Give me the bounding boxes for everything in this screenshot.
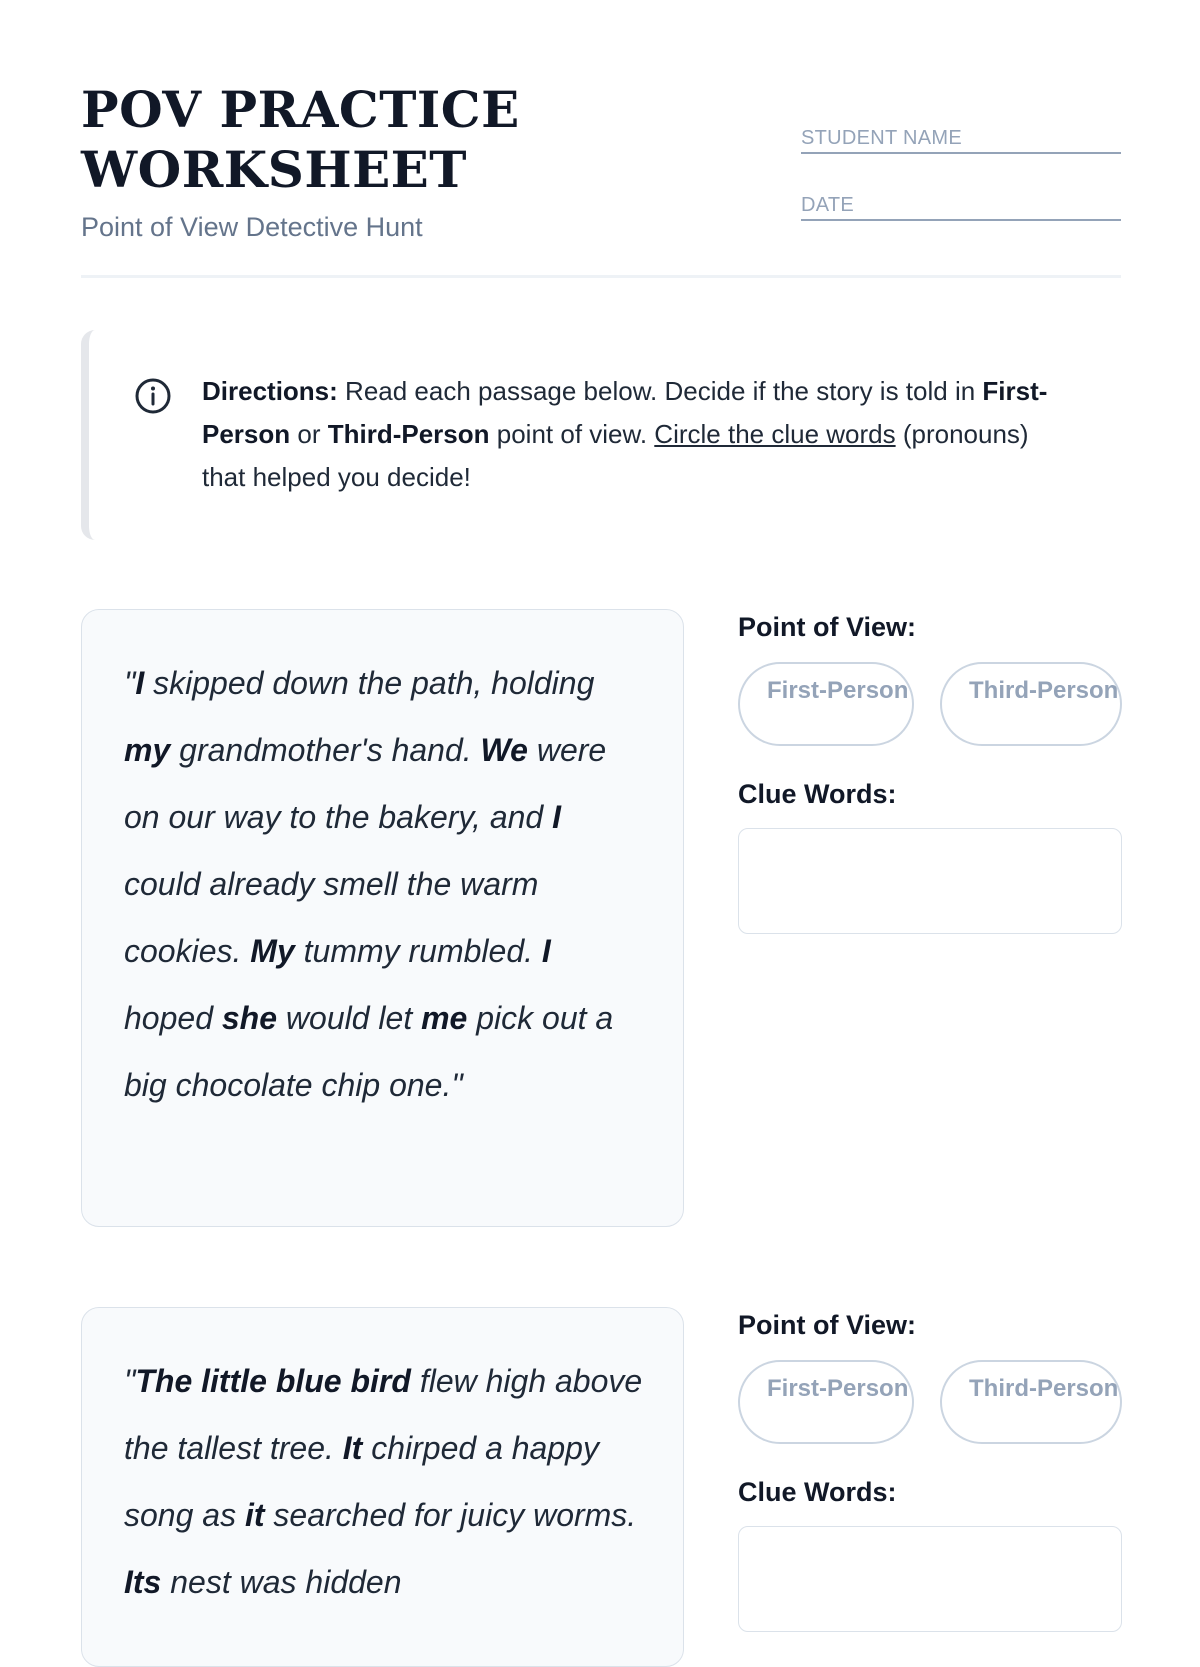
directions-box — [81, 330, 1129, 540]
point-of-view-label: Point of View: — [738, 612, 917, 642]
clue-word[interactable]: it — [244, 1497, 265, 1533]
third-person-option[interactable]: Third-Person — [940, 662, 1122, 746]
directions-text-part: point of view. — [489, 419, 655, 449]
passage-fragment: nest was hidden — [161, 1564, 402, 1600]
passage-fragment: tummy rumbled. — [294, 933, 542, 969]
clue-word[interactable]: I — [541, 933, 551, 969]
clue-word[interactable]: I — [135, 665, 145, 701]
clue-word[interactable]: It — [342, 1430, 363, 1466]
student-name-field[interactable] — [801, 124, 1121, 154]
third-person-option[interactable]: Third-Person — [940, 1360, 1122, 1444]
passage-card-2 — [81, 1307, 684, 1667]
clue-words-label: Clue Words: — [738, 779, 897, 809]
clue-words-input[interactable] — [738, 828, 1122, 934]
info-icon — [134, 377, 172, 415]
clue-words-label: Clue Words: — [738, 1477, 897, 1507]
passage-fragment: flew high above the tallest tree. — [124, 1363, 643, 1466]
passage-text — [124, 650, 643, 1119]
passage-fragment: skipped down the path, holding — [144, 665, 595, 701]
passage-fragment: grandmother's hand. — [170, 732, 481, 768]
clue-word[interactable]: The little blue bird — [135, 1363, 411, 1399]
passage-fragment: " — [124, 665, 136, 701]
passage-text — [124, 1348, 643, 1616]
passage-fragment: would let — [277, 1000, 422, 1036]
passage-fragment: could already smell the warm cookies. — [124, 866, 539, 969]
passage-fragment: pick out a big chocolate chip one." — [124, 1000, 614, 1103]
third-person-term: Third-Person — [327, 419, 490, 449]
clue-word[interactable]: I — [552, 799, 561, 835]
title-line-1: POV PRACTICE — [81, 80, 520, 139]
date-label: DATE — [801, 194, 855, 216]
directions-text-part: (pronouns) that helped you decide! — [202, 419, 1029, 492]
passage-fragment: were on our way to the bakery, and — [124, 732, 607, 835]
circle-clue-words-instruction: Circle the clue words — [654, 419, 896, 449]
first-person-option[interactable]: First-Person — [738, 662, 914, 746]
passage-fragment: searched for juicy worms. — [264, 1497, 637, 1533]
page-subtitle: Point of View Detective Hunt — [81, 212, 423, 242]
passage-fragment: hoped — [124, 1000, 222, 1036]
directions-text — [202, 370, 1062, 499]
directions-text-part: or — [290, 419, 328, 449]
worksheet-header — [81, 80, 1121, 278]
passage-card-1 — [81, 609, 684, 1227]
date-field[interactable] — [801, 191, 1121, 221]
first-person-option[interactable]: First-Person — [738, 1360, 914, 1444]
title-line-2: WORKSHEET — [81, 140, 467, 199]
clue-word[interactable]: My — [250, 933, 295, 969]
first-person-term: First-Person — [202, 376, 1048, 449]
point-of-view-label: Point of View: — [738, 1310, 917, 1340]
clue-word[interactable]: my — [124, 732, 171, 768]
clue-words-input[interactable] — [738, 1526, 1122, 1632]
student-name-label: STUDENT NAME — [801, 127, 963, 149]
directions-text-part: Read each passage below. Decide if the story is told in — [337, 376, 983, 406]
directions-label: Directions: — [202, 376, 338, 406]
clue-word[interactable]: Its — [124, 1564, 162, 1600]
page-title — [81, 80, 641, 200]
clue-word[interactable]: she — [221, 1000, 278, 1036]
clue-word[interactable]: me — [421, 1000, 468, 1036]
passage-fragment: chirped a happy song as — [124, 1430, 599, 1533]
passage-fragment: " — [124, 1363, 136, 1399]
clue-word[interactable]: We — [480, 732, 528, 768]
